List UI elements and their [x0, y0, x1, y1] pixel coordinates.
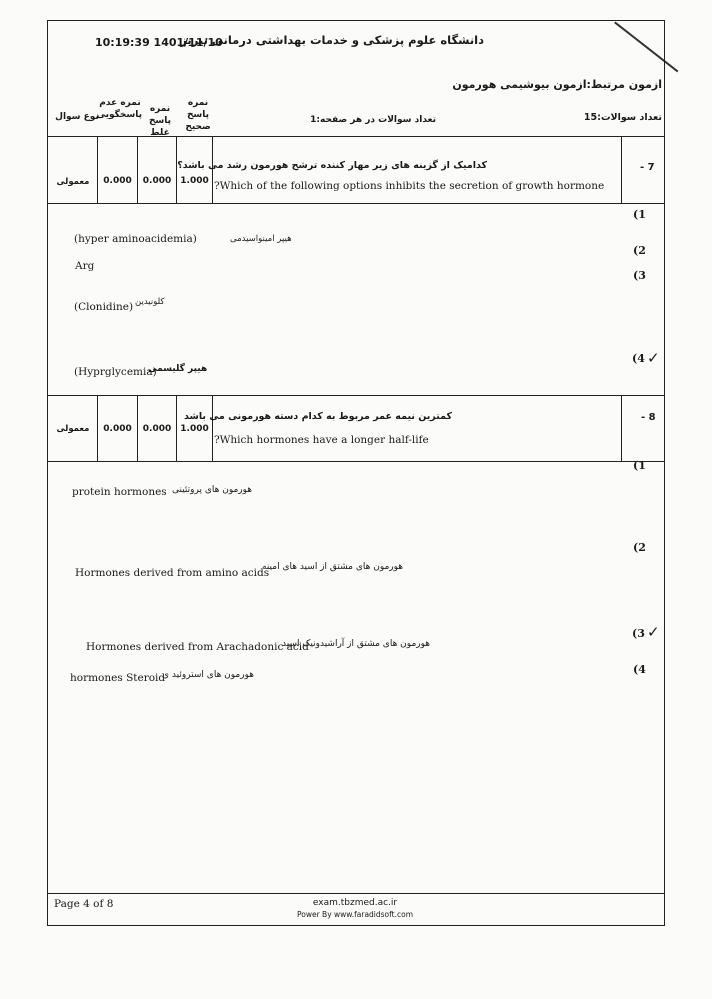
- question-number: - 8: [641, 412, 656, 423]
- option-text-en[interactable]: (Hyprglycemia): [74, 366, 157, 378]
- divider: [97, 137, 98, 203]
- score-correct: 1.000: [180, 176, 209, 186]
- divider: [47, 203, 665, 204]
- question-text-fa: کمترین نیمه عمر مربوط به کدام دسته هورمونی می باشد: [184, 411, 452, 422]
- option-text-fa: هورمون های مشتق از آراشیدونیک اسید: [282, 639, 431, 649]
- option-number: (1: [633, 208, 646, 221]
- divider: [621, 396, 622, 461]
- university-name: دانشگاه علوم پزشکی و خدمات بهداشتی درمانی تبریز: [180, 33, 484, 47]
- divider: [47, 893, 665, 894]
- col-wrong-header: نمره پاسخ غلط: [148, 104, 172, 138]
- option-text-en[interactable]: (Clonidine): [74, 301, 134, 313]
- score-no-answer: 0.000: [103, 424, 132, 434]
- question-text-en: ?Which hormones have a longer half-life: [214, 434, 429, 446]
- score-correct: 1.000: [180, 424, 209, 434]
- correct-checkmark-icon: ✓: [647, 623, 660, 641]
- option-text-en[interactable]: (hyper aminoacidemia): [74, 233, 197, 245]
- page-number: Page 4 of 8: [54, 898, 114, 910]
- questions-per-page: تعداد سوالات در هر صفحه:1: [310, 115, 436, 125]
- score-no-answer: 0.000: [103, 176, 132, 186]
- divider: [47, 395, 665, 396]
- exam-title: ازمون مرتبط:ازمون بیوشیمی هورمون: [452, 78, 662, 91]
- option-text-en[interactable]: Hormones derived from Arachadonic acid: [86, 641, 309, 653]
- option-number: (2: [633, 244, 646, 257]
- option-text-en[interactable]: Hormones derived from amino acids: [75, 567, 270, 579]
- option-text-en[interactable]: Arg: [75, 260, 95, 272]
- divider: [212, 396, 213, 461]
- option-text-fa: هورمون های استروئید ی: [162, 670, 254, 680]
- option-text-fa: هیپر گلیسمی: [148, 364, 208, 374]
- divider: [137, 137, 138, 203]
- page-frame: [47, 20, 665, 926]
- question-type: معمولی: [56, 177, 90, 187]
- col-correct-header: نمره پاسخ صحیح: [185, 98, 211, 132]
- option-number: (4: [632, 352, 645, 365]
- option-number: (2: [633, 541, 646, 554]
- divider: [621, 137, 622, 203]
- divider: [47, 461, 665, 462]
- option-text-fa: هورمون های مشتق از اسید های امینه: [262, 562, 404, 572]
- col-no-answer-header: نمره عدم پاسخگویی: [96, 98, 142, 120]
- divider: [47, 136, 665, 137]
- option-text-fa: کلونیدین: [135, 297, 165, 307]
- question-count: تعداد سوالات:15: [583, 112, 662, 123]
- col-type-header: نوع سوال: [55, 112, 99, 122]
- option-number: (3: [632, 627, 645, 640]
- option-text-fa: هیپر امینواسیدمی: [230, 234, 292, 244]
- question-text-en: ?Which of the following options inhibits the secretion of growth hormone: [214, 180, 605, 192]
- question-type: معمولی: [56, 424, 90, 434]
- option-number: (3: [633, 269, 646, 282]
- question-number: - 7: [640, 162, 655, 173]
- option-text-fa: هورمون های پروتئینی: [172, 485, 253, 495]
- option-text-en[interactable]: hormones Steroid: [70, 672, 166, 684]
- option-number: (4: [633, 663, 646, 676]
- exam-datetime: 10:19:39 1401/11/10: [95, 36, 223, 49]
- correct-checkmark-icon: ✓: [647, 349, 660, 367]
- score-wrong: 0.000: [142, 176, 172, 186]
- footer-site[interactable]: exam.tbzmed.ac.ir: [312, 898, 398, 908]
- option-number: (1: [633, 459, 646, 472]
- question-text-fa: کدامیک از گزینه های زیر مهار کننده ترشح هورمون رشد می باشد؟: [177, 160, 487, 171]
- score-wrong: 0.000: [142, 424, 172, 434]
- option-text-en[interactable]: protein hormones: [72, 486, 167, 498]
- footer-power[interactable]: Power By www.faradidsoft.com: [297, 910, 413, 919]
